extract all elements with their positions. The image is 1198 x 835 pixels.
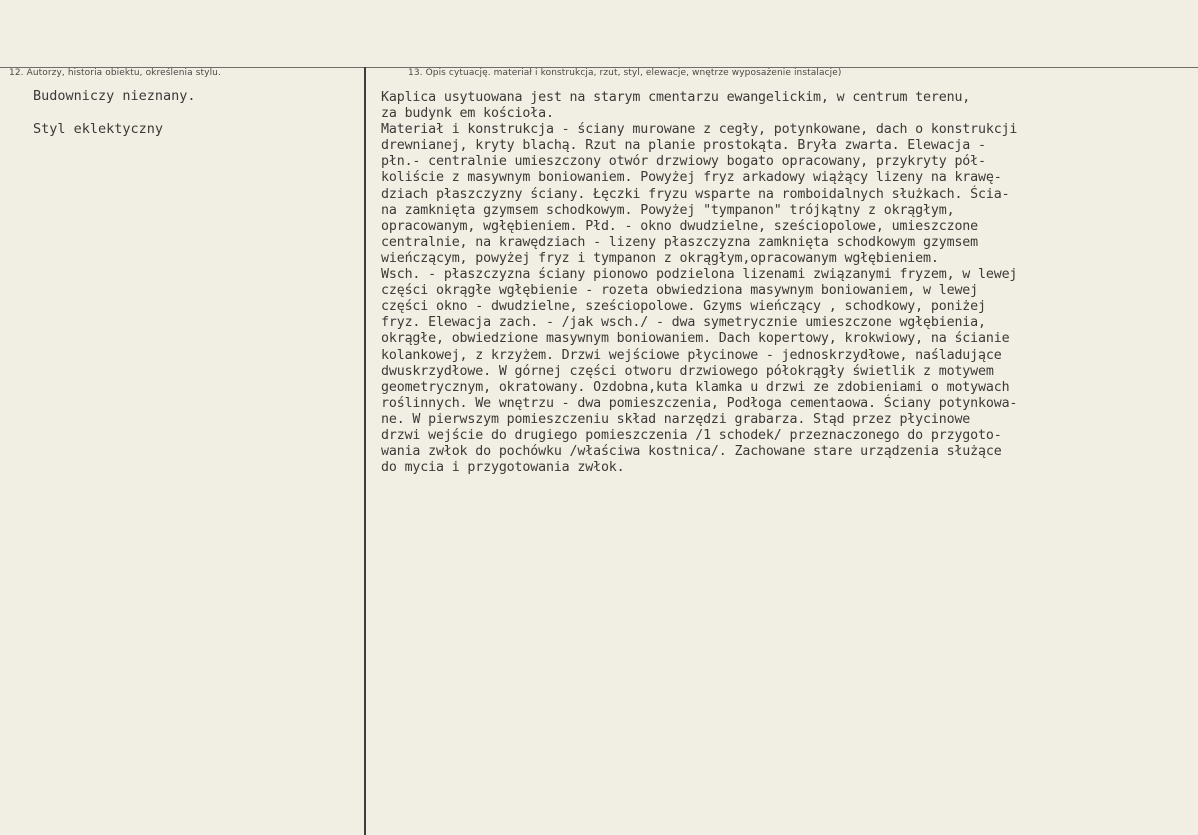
field-12-label: 12. Autorzy, historia obiektu, określenia stylu. (9, 68, 221, 78)
description-line: dziach płaszczyzny ściany. Łęczki fryzu wsparte na romboidalnych służkach. Ścia- (381, 186, 1010, 202)
description-line: części okrągłe wgłębienie - rozeta obwiedziona masywnym boniowaniem, w lewej (381, 283, 979, 299)
description-line: drzwi wejście do drugiego pomieszczenia /1 schodek/ przeznaczonego do przygoto- (381, 427, 1002, 443)
description-line: koliście z masywnym boniowaniem. Powyżej fryz arkadowy wiążący lizeny na krawę- (381, 170, 1002, 186)
description-line: za budynk em kościoła. (381, 106, 554, 122)
description-line: roślinnych. We wnętrzu - dwa pomieszczenia, Podłoga cementaowa. Ściany potynkowa- (381, 395, 1018, 411)
builder-text: Budowniczy nieznany. (33, 88, 196, 104)
description-line: na zamknięta gzymsem schodkowym. Powyżej "tympanon" trójkątny z okrągłym, (381, 202, 955, 218)
description-line: Kaplica usytuowana jest na starym cmentarzu ewangelickim, w centrum terenu, (381, 90, 971, 105)
field-13-label: 13. Opis cytuację. materiał i konstrukcja, rzut, styl, elewacje, wnętrze wyposażenie instalacje) (408, 68, 842, 78)
description-line: wania zwłok do pochówku /właściwa kostnica/. Zachowane stare urządzenia służące (381, 444, 1002, 460)
description-line: dwuskrzydłowe. W górnej części otworu drzwiowego półokrągły świetlik z motywem (381, 363, 994, 379)
description-line: płn.- centralnie umieszczony otwór drzwiowy bogato opracowany, przykryty pół- (381, 154, 986, 170)
description-line: kolankowej, z krzyżem. Drzwi wejściowe płycinowe - jednoskrzydłowe, naśladujące (381, 347, 1002, 363)
description-line: drewnianej, kryty blachą. Rzut na planie prostokąta. Bryła zwarta. Elewacja - (381, 138, 986, 154)
description-line: fryz. Elewacja zach. - /jak wsch./ - dwa symetrycznie umieszczone wgłębienia, (381, 315, 986, 331)
column-divider (364, 67, 366, 835)
description-text (381, 90, 1193, 476)
description-line: Wsch. - płaszczyzna ściany pionowo podzielona lizenami związanymi fryzem, w lewej (381, 267, 1018, 283)
description-line: centralnie, na krawędziach - lizeny płaszczyzna zamknięta schodkowym gzymsem (381, 234, 979, 250)
description-line: części okno - dwudzielne, sześciopolowe. Gzyms wieńczący , schodkowy, poniżej (381, 299, 986, 315)
description-line: do mycia i przygotowania zwłok. (381, 460, 625, 476)
description-line: wieńczącym, powyżej fryz i tympanon z okrągłym,opracowanym wgłębieniem. (381, 250, 939, 266)
description-line: opracowanym, wgłębieniem. Płd. - okno dwudzielne, sześciopolowe, umieszczone (381, 218, 979, 234)
description-line: geometrycznym, okratowany. Ozdobna,kuta klamka u drzwi ze zdobieniami o motywach (381, 379, 1010, 395)
description-line: ne. W pierwszym pomieszczeniu skład narzędzi grabarza. Stąd przez płycinowe (381, 411, 971, 427)
style-text: Styl eklektyczny (33, 121, 164, 137)
description-line: okrągłe, obwiedzione masywnym boniowaniem. Dach kopertowy, krokwiowy, na ścianie (381, 331, 1010, 347)
description-line: Materiał i konstrukcja - ściany murowane z cegły, potynkowane, dach o konstrukcji (381, 122, 1018, 138)
